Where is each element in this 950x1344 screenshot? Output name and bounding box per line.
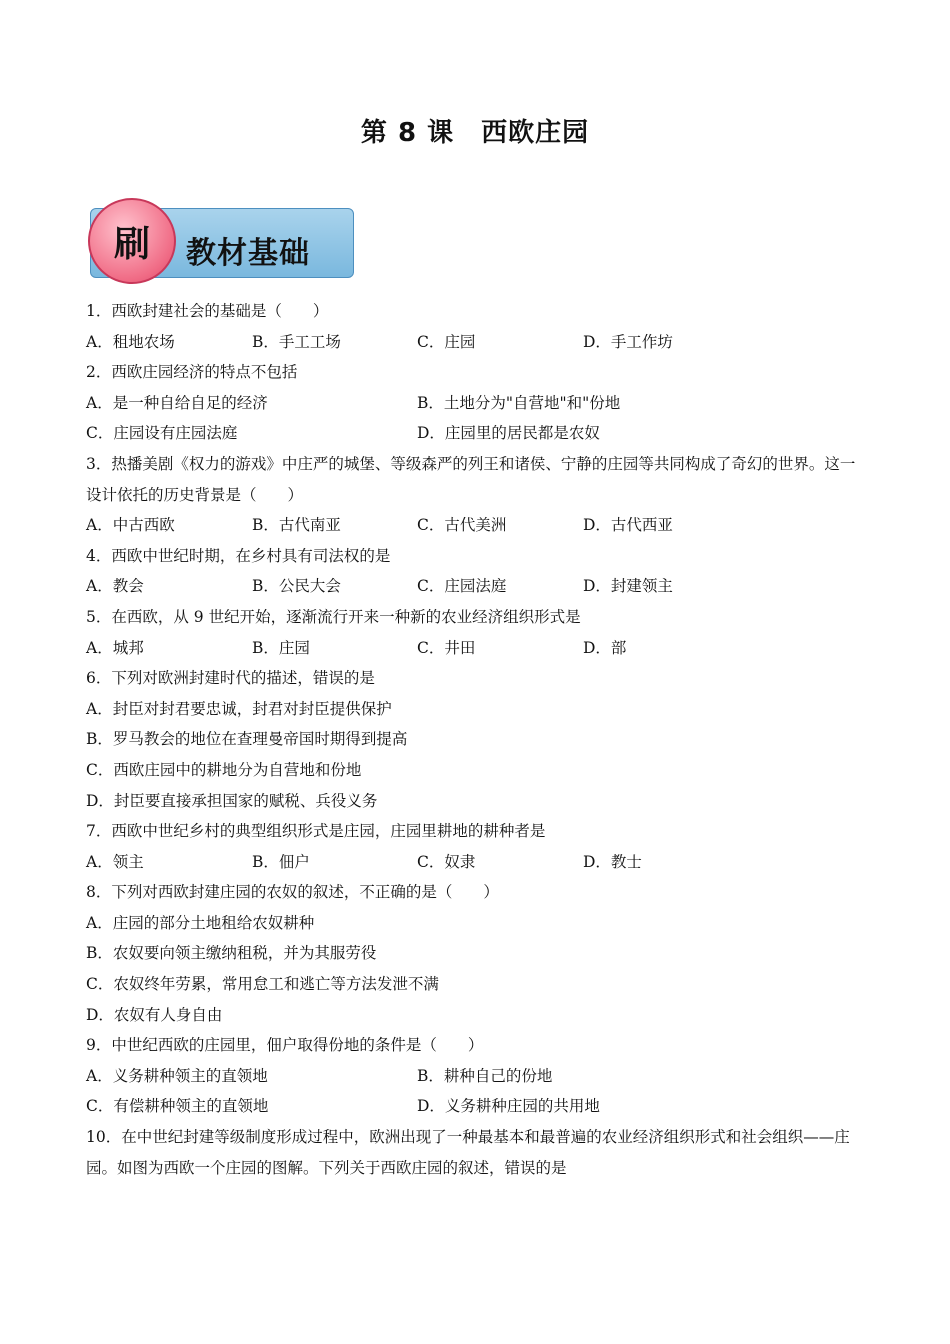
option: D．教士 — [583, 852, 642, 871]
option: D．义务耕种庄园的共用地 — [417, 1097, 600, 1116]
option: D．封臣要直接承担国家的赋税、兵役义务 — [86, 791, 378, 810]
question-stem: 3．热播美剧《权力的游戏》中庄严的城堡、等级森严的列王和诸侯、宁静的庄园等共同构成了奇幻的世界。这一设计依托的历史背景是（ ） — [86, 454, 856, 504]
question-stem: 7．西欧中世纪乡村的典型组织形式是庄园，庄园里耕地的耕种者是 — [86, 822, 546, 841]
option-row — [86, 847, 866, 878]
question-stem: 4．西欧中世纪时期，在乡村具有司法权的是 — [86, 546, 391, 565]
question-stem: 1．西欧封建社会的基础是（ ） — [86, 302, 329, 320]
option: B．佃户 — [252, 852, 310, 871]
option: C．有偿耕种领主的直领地 — [86, 1097, 269, 1116]
option: B．古代南亚 — [252, 516, 341, 535]
option: B．耕种自己的份地 — [417, 1066, 553, 1085]
option-row — [86, 571, 866, 602]
option: A．封臣对封君要忠诚，封君对封臣提供保护 — [86, 699, 392, 718]
option: C．庄园设有庄园法庭 — [86, 424, 238, 443]
question-stem: 2．西欧庄园经济的特点不包括 — [86, 363, 298, 382]
option: A．租地农场 — [86, 332, 175, 351]
option: D．封建领主 — [583, 577, 673, 596]
option: C．庄园 — [417, 332, 476, 351]
option: A．庄园的部分土地租给农奴耕种 — [86, 913, 315, 932]
question-stem: 8．下列对西欧封建庄园的农奴的叙述，不正确的是（ ） — [86, 883, 499, 902]
option: D．庄园里的居民都是农奴 — [417, 424, 600, 443]
option-row — [86, 418, 866, 449]
option: D．古代西亚 — [583, 516, 673, 535]
option: D．部 — [583, 638, 627, 657]
option: B．庄园 — [252, 638, 310, 657]
option: B．手工工场 — [252, 332, 341, 351]
option: C．奴隶 — [417, 852, 476, 871]
question-stem: 10．在中世纪封建等级制度形成过程中，欧洲出现了一种最基本和最普遍的农业经济组织形式和社会组织——庄园。如图为西欧一个庄园的图解。下列关于西欧庄园的叙述，错误的是 — [86, 1128, 850, 1177]
page-title: 第 8 课 西欧庄园 — [360, 118, 590, 148]
option-row — [86, 510, 866, 541]
option: A．是一种自给自足的经济 — [86, 393, 268, 412]
option-row — [86, 1091, 866, 1122]
option: D．农奴有人身自由 — [86, 1005, 223, 1024]
option: A．教会 — [86, 577, 144, 596]
question-list — [86, 296, 866, 1183]
option: C．庄园法庭 — [417, 577, 507, 596]
option: A．城邦 — [86, 638, 144, 657]
option: B．公民大会 — [252, 577, 341, 596]
option: C．井田 — [417, 638, 476, 657]
option-row — [86, 388, 866, 419]
option: B．农奴要向领主缴纳租税，并为其服劳役 — [86, 944, 377, 963]
option: B．罗马教会的地位在查理曼帝国时期得到提高 — [86, 730, 408, 749]
option: A．中古西欧 — [86, 516, 175, 535]
banner-badge: 刷 — [88, 198, 176, 284]
option: D．手工作坊 — [583, 332, 673, 351]
question-stem: 5．在西欧，从 9 世纪开始，逐渐流行开来一种新的农业经济组织形式是 — [86, 607, 581, 626]
option-row — [86, 1061, 866, 1092]
banner-label: 教材基础 — [186, 236, 310, 271]
option-row — [86, 633, 866, 664]
section-banner — [86, 198, 358, 284]
option: A．义务耕种领主的直领地 — [86, 1066, 268, 1085]
option: A．领主 — [86, 852, 144, 871]
option: C．农奴终年劳累，常用怠工和逃亡等方法发泄不满 — [86, 975, 439, 994]
option: C．古代美洲 — [417, 516, 507, 535]
option: B．土地分为"自营地"和"份地 — [417, 393, 621, 412]
option-row — [86, 327, 866, 358]
question-stem: 6．下列对欧洲封建时代的描述，错误的是 — [86, 669, 375, 688]
option: C．西欧庄园中的耕地分为自营地和份地 — [86, 760, 362, 779]
question-stem: 9．中世纪西欧的庄园里，佃户取得份地的条件是（ ） — [86, 1036, 484, 1055]
